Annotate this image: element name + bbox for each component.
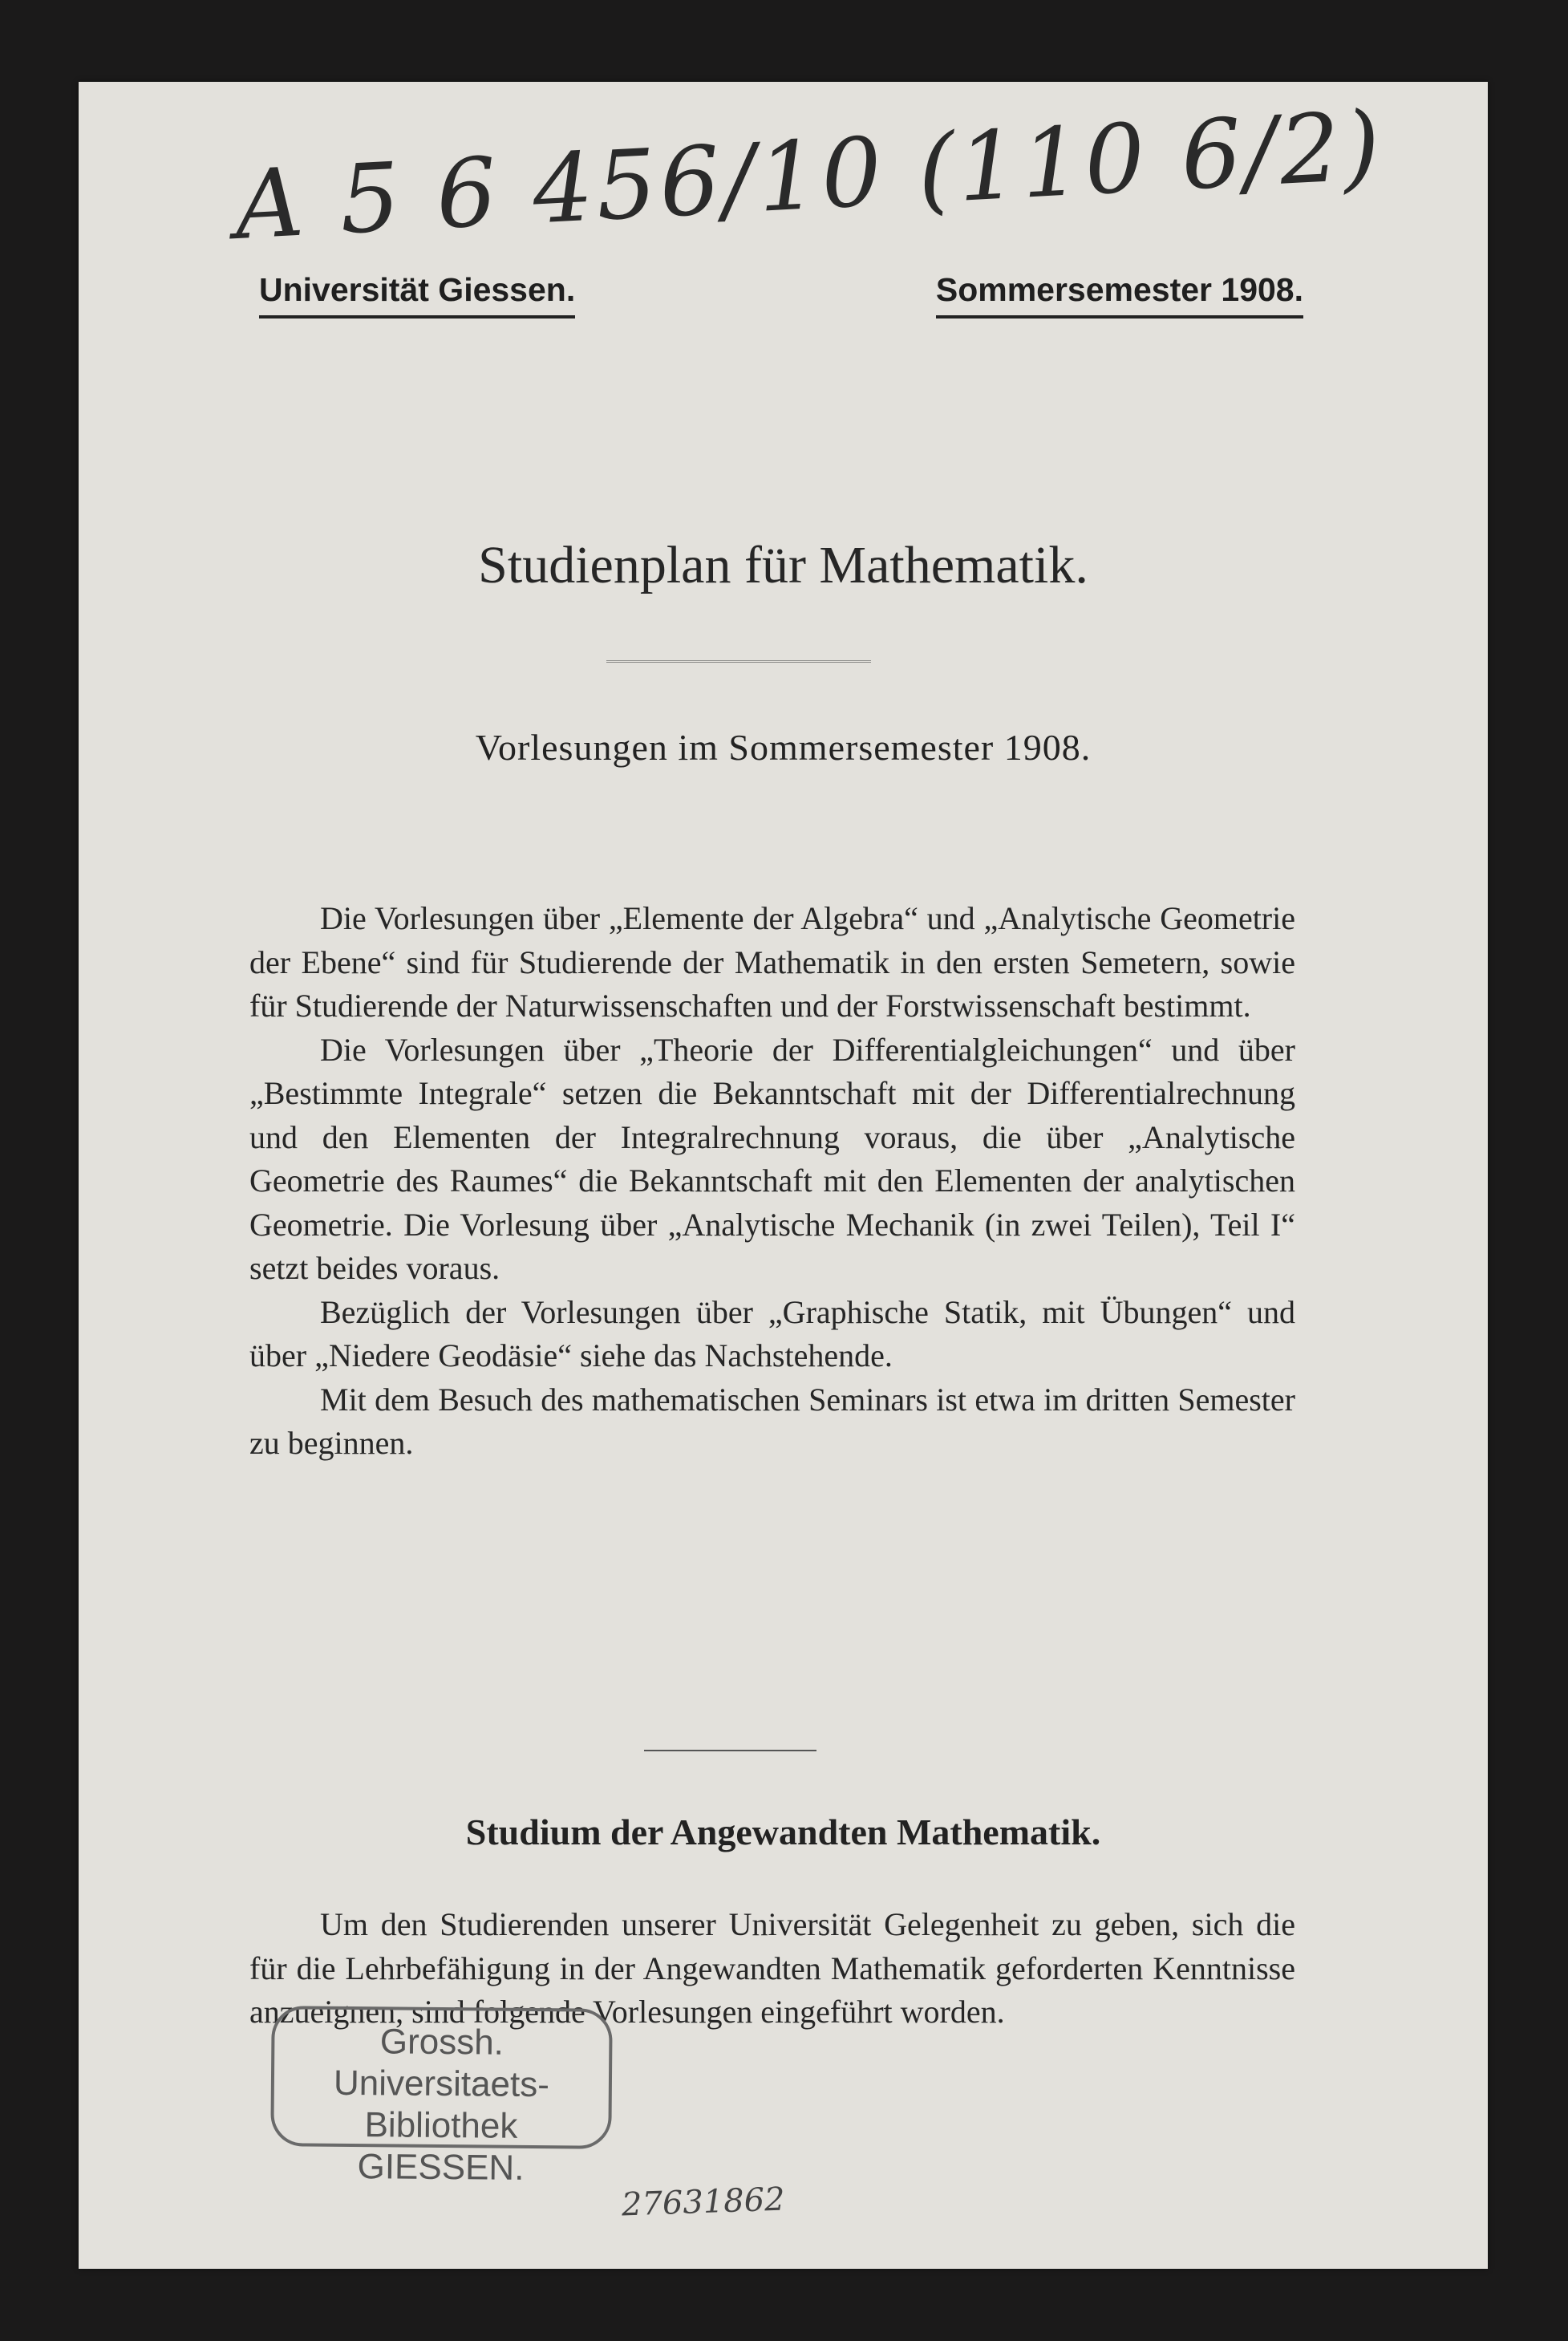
- header-university: Universität Giessen.: [259, 271, 575, 318]
- section-divider: [644, 1750, 816, 1751]
- stamp-line: Grossh.: [379, 2022, 504, 2063]
- paragraph: Um den Studierenden unserer Universität Gelegenheit zu geben, sich die für die Lehrbefähigung in der Angewandten Mathematik geforderten Kenntnisse anzueignen, sind folgende Vorlesungen eingeführt worden.: [249, 1906, 1295, 2030]
- section-body-lectures: [249, 897, 1295, 1466]
- document-page: [79, 82, 1488, 2269]
- page-title: Studienplan für Mathematik.: [478, 536, 1088, 594]
- stamp-line: Universitaets-: [333, 2063, 550, 2105]
- title-divider: [606, 660, 871, 663]
- handwritten-shelfmark: A 5 6 456/10 (110 6/2): [232, 90, 1386, 261]
- section-heading-applied-math: Studium der Angewandten Mathematik.: [465, 1812, 1101, 1852]
- paragraph: Bezüglich der Vorlesungen über „Graphische Statik, mit Übungen“ und über „Niedere Geodäsie“ siehe das Nachstehende.: [249, 1293, 1295, 1373]
- handwritten-accession-number: 27631862: [621, 2181, 786, 2224]
- paragraph: Mit dem Besuch des mathematischen Seminars ist etwa im dritten Semester zu beginnen.: [249, 1381, 1295, 1461]
- paragraph: Die Vorlesungen über „Elemente der Algebra“ und „Analytische Geometrie der Ebene“ sind für Studierende der Mathematik in den ersten Semetern, sowie für Studierende der Naturwissenschaften und der Forstwissenschaft bestimmt.: [249, 900, 1295, 1024]
- header-semester: Sommersemester 1908.: [936, 271, 1303, 318]
- section-heading-lectures: Vorlesungen im Sommersemester 1908.: [475, 727, 1092, 768]
- library-stamp: [270, 2006, 613, 2188]
- stamp-line: Bibliothek: [364, 2105, 518, 2146]
- stamp-line: GIESSEN.: [357, 2147, 525, 2188]
- paragraph: Die Vorlesungen über „Theorie der Differentialgleichungen“ und über „Bestimmte Integrale“ setzen die Bekanntschaft mit der Differentialrechnung und den Elementen der Integralrechnung voraus, die über „Analytische Geometrie des Raumes“ die Bekanntschaft mit den Elementen der analytischen Geometrie. Die Vorlesung über „Analytische Mechanik (in zwei Teilen), Teil I“ setzt beides voraus.: [249, 1031, 1295, 1286]
